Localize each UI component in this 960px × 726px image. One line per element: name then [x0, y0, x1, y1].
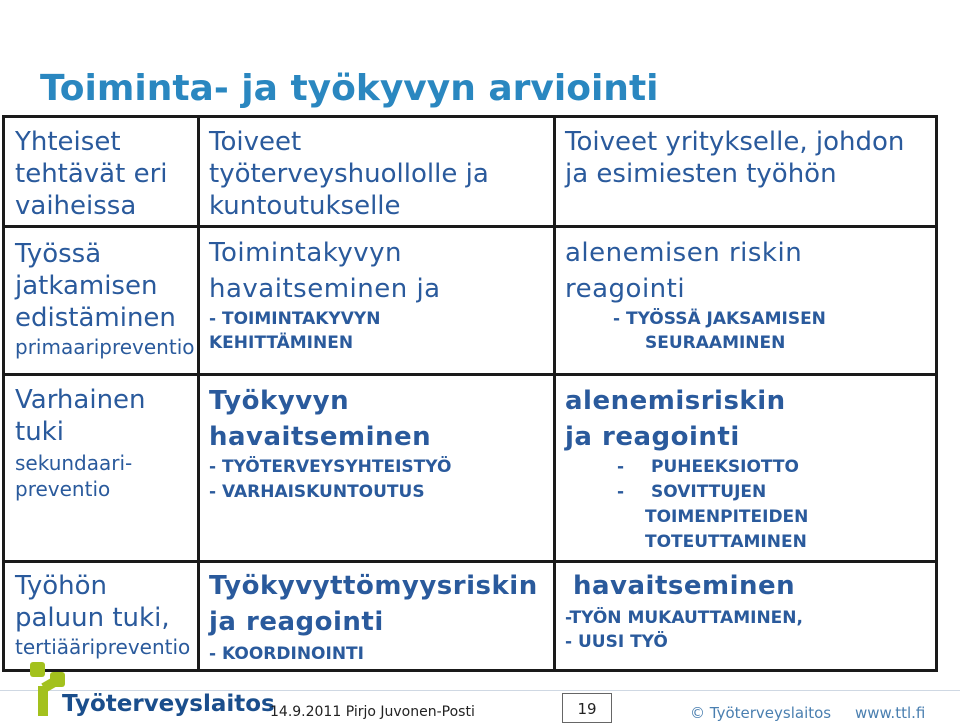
- text-line: ja esimiesten työhön: [565, 159, 837, 189]
- text-line: edistäminen: [15, 303, 176, 333]
- divider: [5, 373, 935, 376]
- divider: [197, 118, 200, 669]
- text-line: alenemisen riskin: [565, 238, 803, 268]
- text-line: KEHITTÄMINEN: [209, 333, 354, 353]
- text-line: paluun tuki,: [15, 603, 170, 633]
- text-line: preventio: [15, 477, 111, 501]
- text-line: SEURAAMINEN: [645, 333, 786, 353]
- row1-health-cell: [209, 235, 441, 355]
- text-line: primaaripreventio: [15, 335, 195, 359]
- text-line: ja reagointi: [565, 422, 740, 452]
- text-line: Työkyvyttömyysriskin: [209, 571, 538, 601]
- footer-date-author: 14.9.2011 Pirjo Juvonen-Posti: [270, 704, 475, 720]
- divider: [5, 225, 935, 228]
- text-line: - UUSI TYÖ: [565, 632, 668, 652]
- text-line: - KOORDINOINTI: [209, 644, 364, 664]
- text-line: Työhön: [15, 571, 107, 601]
- bullet-item: [565, 455, 935, 480]
- row3-company-cell: [565, 568, 935, 654]
- header-cell-common-tasks: [15, 126, 167, 222]
- text-line: sekundaari-: [15, 451, 133, 475]
- text-line: PUHEEKSIOTTO: [651, 457, 799, 477]
- header-cell-company-wishes: [565, 126, 904, 190]
- page-number: 19: [562, 693, 612, 723]
- text-line: tuki: [15, 417, 64, 447]
- footer-website: www.ttl.fi: [855, 704, 926, 722]
- row2-stage-cell: [15, 384, 146, 502]
- row1-company-cell: [565, 235, 935, 355]
- text-line: havaitseminen: [209, 422, 432, 452]
- text-line: TOTEUTTAMINEN: [645, 532, 807, 552]
- content-table: [2, 115, 938, 672]
- divider: [553, 118, 556, 669]
- text-line: ja reagointi: [209, 607, 384, 637]
- text-line: Toimintakyvyn: [209, 238, 403, 268]
- text-line: Yhteiset: [15, 127, 121, 157]
- bullet-item: [565, 480, 935, 505]
- text-line: Toiveet yritykselle, johdon: [565, 127, 905, 157]
- text-line: -TYÖN MUKAUTTAMINEN,: [565, 608, 803, 628]
- text-line: tertiääripreventio: [15, 635, 191, 659]
- text-line: työterveyshuollolle ja: [209, 159, 489, 189]
- text-line: Työssä: [15, 239, 102, 269]
- text-line: kuntoutukselle: [209, 191, 401, 221]
- text-line: alenemisriskin: [565, 386, 786, 416]
- row1-stage-cell: [15, 238, 194, 360]
- text-line: - TOIMINTAKYVYN: [209, 309, 381, 329]
- text-line: jatkamisen: [15, 271, 158, 301]
- text-line: Varhainen: [15, 385, 146, 415]
- footer-copyright: © Työterveyslaitos: [690, 704, 832, 722]
- bullet-dash: -: [617, 482, 625, 502]
- text-line: - TYÖSSÄ JAKSAMISEN: [613, 309, 826, 329]
- header-cell-occupational-health: [209, 126, 489, 222]
- text-line: TOIMENPITEIDEN: [645, 507, 809, 527]
- text-line: Toiveet: [209, 127, 302, 157]
- text-line: havaitseminen ja: [209, 274, 441, 304]
- logo-wordmark: Työterveyslaitos: [62, 691, 275, 717]
- text-line: - VARHAISKUNTOUTUS: [209, 482, 425, 502]
- divider: [5, 560, 935, 563]
- row3-health-cell: [209, 568, 538, 666]
- text-line: reagointi: [565, 274, 686, 304]
- row2-company-cell: [565, 383, 935, 555]
- row2-health-cell: [209, 383, 451, 505]
- slide-title: Toiminta- ja työkyvyn arviointi: [40, 68, 659, 109]
- text-line: SOVITTUJEN: [651, 482, 767, 502]
- text-line: tehtävät eri: [15, 159, 168, 189]
- row3-stage-cell: [15, 570, 190, 660]
- text-line: - TYÖTERVEYSYHTEISTYÖ: [209, 457, 452, 477]
- text-line: vaiheissa: [15, 191, 137, 221]
- bullet-dash: -: [617, 457, 625, 477]
- text-line: havaitseminen: [573, 571, 796, 601]
- text-line: Työkyvyn: [209, 386, 350, 416]
